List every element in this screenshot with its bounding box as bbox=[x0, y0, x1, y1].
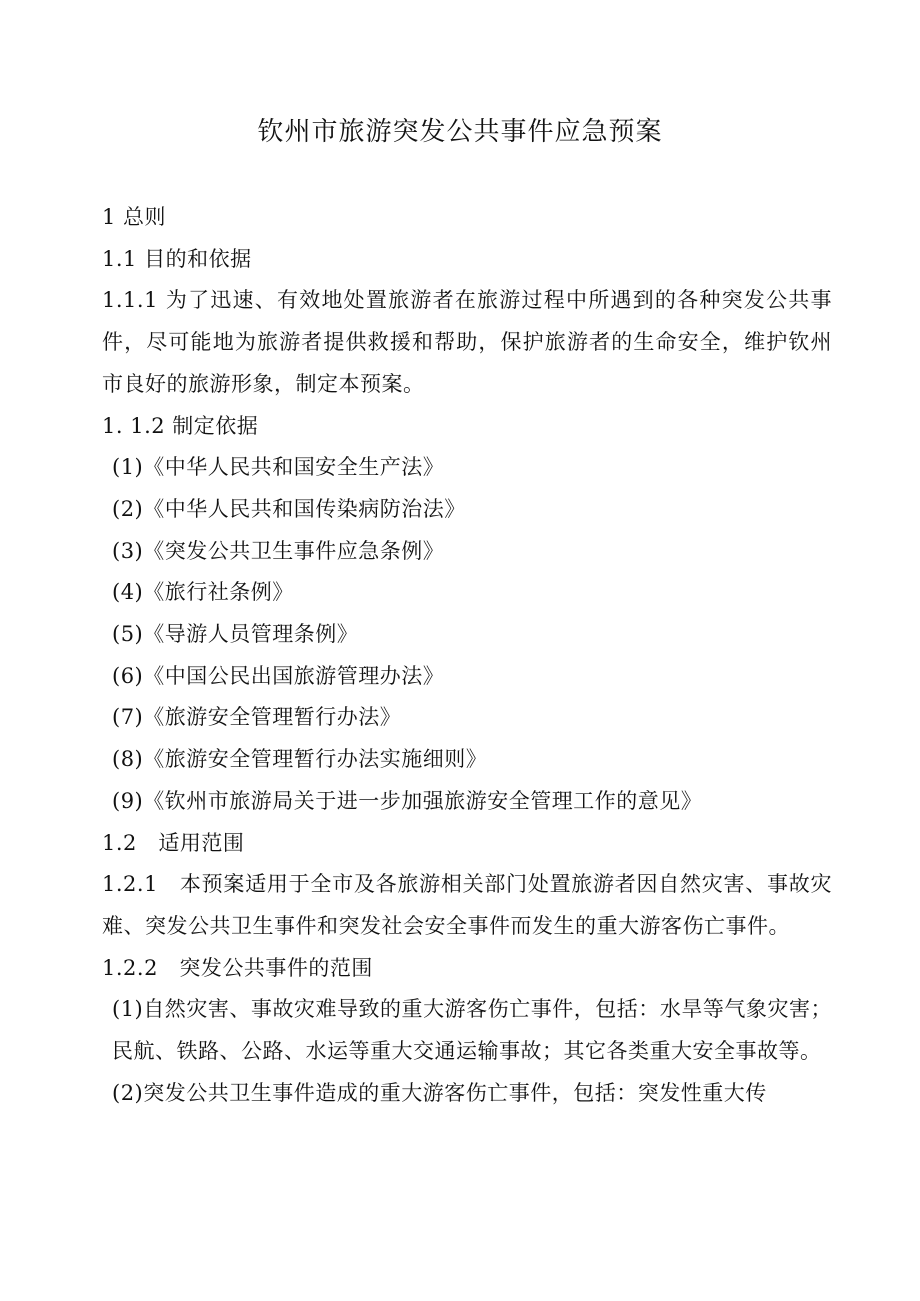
list-item: (8)《旅游安全管理暂行办法实施细则》 bbox=[112, 747, 488, 772]
document-title: 钦州市旅游突发公共事件应急预案 bbox=[257, 117, 663, 147]
heading-1-1: 1.1 目的和依据 bbox=[102, 246, 252, 271]
list-item: (3)《突发公共卫生事件应急条例》 bbox=[112, 538, 445, 563]
heading-1-2: 1.2 适用范围 bbox=[102, 830, 245, 855]
list-item: (5)《导游人员管理条例》 bbox=[112, 622, 359, 647]
paragraph-1-1-1: 1.1.1 为了迅速、有效地处置旅游者在旅游过程中所遇到的各种突发公共事件，尽可能地为旅游者提供救援和帮助，保护旅游者的生命安全，维护钦州市良好的旅游形象，制定本预案。 bbox=[102, 288, 832, 396]
heading-1-2-2: 1.2.2 突发公共事件的范围 bbox=[102, 955, 373, 980]
heading-1-1-2: 1. 1.2 制定依据 bbox=[102, 413, 259, 438]
list-item: (6)《中国公民出国旅游管理办法》 bbox=[112, 663, 445, 688]
document-body bbox=[102, 197, 832, 1114]
list-item: (2)突发公共卫生事件造成的重大游客伤亡事件，包括：突发性重大传 bbox=[112, 1080, 767, 1105]
list-item: (9)《钦州市旅游局关于进一步加强旅游安全管理工作的意见》 bbox=[112, 788, 703, 813]
heading-1: 1 总则 bbox=[102, 205, 167, 229]
paragraph-1-2-1: 1.2.1 本预案适用于全市及各旅游相关部门处置旅游者因自然灾害、事故灾难、突发公共卫生事件和突发社会安全事件而发生的重大游客伤亡事件。 bbox=[102, 872, 832, 938]
list-item: (7)《旅游安全管理暂行办法》 bbox=[112, 705, 402, 730]
list-item: (2)《中华人民共和国传染病防治法》 bbox=[112, 496, 466, 521]
list-item: (1)自然灾害、事故灾难导致的重大游客伤亡事件，包括：水旱等气象灾害；民航、铁路、公路、水运等重大交通运输事故；其它各类重大安全事故等。 bbox=[112, 997, 832, 1064]
list-item: (1)《中华人民共和国安全生产法》 bbox=[112, 455, 445, 480]
list-item: (4)《旅行社条例》 bbox=[112, 580, 294, 605]
